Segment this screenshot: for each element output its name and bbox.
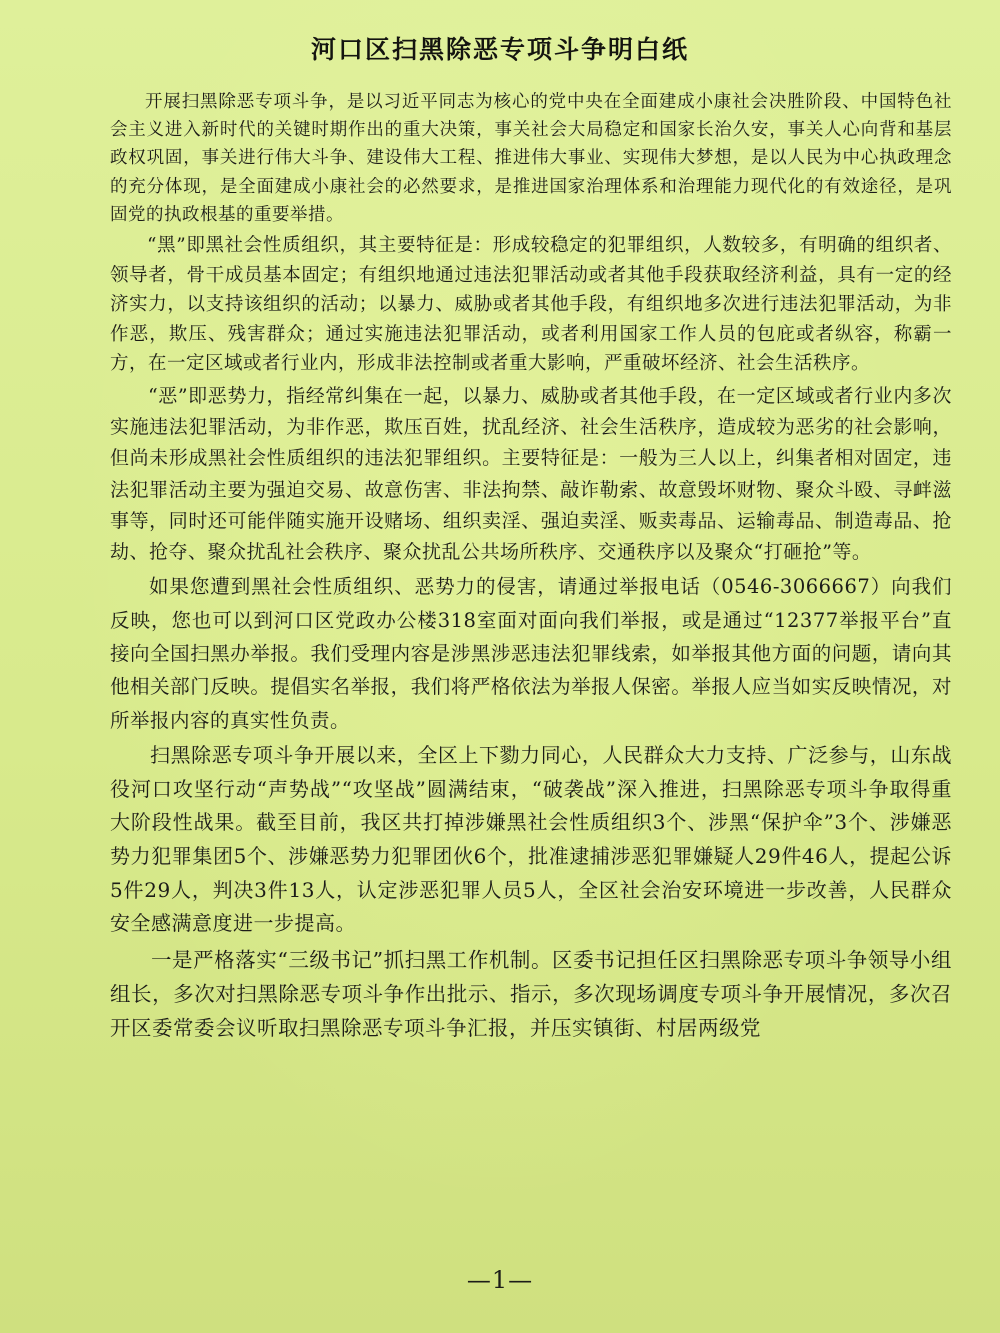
document-title: 河口区扫黑除恶专项斗争明白纸 [310, 35, 689, 64]
paragraph-e-definition: “恶”即恶势力，指经常纠集在一起，以暴力、威胁或者其他手段，在一定区域或者行业内多次实施违法犯罪活动，为非作恶，欺压百姓，扰乱经济、社会生活秩序，造成较为恶劣的社会影响，但尚未形成黑社会性质组织的违法犯罪组织。主要特征是：一般为三人以上，纠集者相对固定，违法犯罪活动主要为强迫交易、故意伤害、非法拘禁、敲诈勒索、故意毁坏财物、聚众斗殴、寻衅滋事等，同时还可能伴随实施开设赌场、组织卖淫、强迫卖淫、贩卖毒品、运输毒品、制造毒品、抢劫、抢夺、聚众扰乱社会秩序、聚众扰乱公共场所秩序、交通秩序以及聚众“打砸抢”等。 [110, 384, 952, 563]
paragraph-reporting: 如果您遭到黑社会性质组织、恶势力的侵害，请通过举报电话（0546-3066667）向我们反映，您也可以到河口区党政办公楼318室面对面向我们举报，或是通过“12377举报平台”直接向全国扫黑办举报。我们受理内容是涉黑涉恶违法犯罪线索，如举报其他方面的问题，请向其他相关部门反映。提倡实名举报，我们将严格依法为举报人保密。举报人应当如实反映情况，对所举报内容的真实性负责。 [110, 575, 952, 732]
page-number: —1— [466, 1266, 534, 1294]
document-body [110, 88, 952, 1045]
paragraph-intro: 开展扫黑除恶专项斗争，是以习近平同志为核心的党中央在全面建成小康社会决胜阶段、中国特色社会主义进入新时代的关键时期作出的重大决策，事关社会大局稳定和国家长治久安，事关人心向背和基层政权巩固，事关进行伟大斗争、建设伟大工程、推进伟大事业、实现伟大梦想，是以人民为中心执政理念的充分体现，是全面建成小康社会的必然要求，是推进国家治理体系和治理能力现代化的有效途径，是巩固党的执政根基的重要举措。 [110, 92, 952, 225]
paragraph-results: 扫黑除恶专项斗争开展以来，全区上下勠力同心，人民群众大力支持、广泛参与，山东战役河口攻坚行动“声势战”“攻坚战”圆满结束，“破袭战”深入推进，扫黑除恶专项斗争取得重大阶段性战果。截至目前，我区共打掉涉嫌黑社会性质组织3个、涉黑“保护伞”3个、涉嫌恶势力犯罪集团5个、涉嫌恶势力犯罪团伙6个，批准逮捕涉恶犯罪嫌疑人29件46人，提起公诉5件29人，判决3件13人，认定涉恶犯罪人员5人，全区社会治安环境进一步改善，人民群众安全感满意度进一步提高。 [110, 743, 952, 936]
paragraph-measure-one: 一是严格落实“三级书记”抓扫黑工作机制。区委书记担任区扫黑除恶专项斗争领导小组组长，多次对扫黑除恶专项斗争作出批示、指示，多次现场调度专项斗争开展情况，多次召开区委常委会议听取扫黑除恶专项斗争汇报，并压实镇街、村居两级党 [110, 947, 952, 1041]
paragraph-hei-definition: “黑”即黑社会性质组织，其主要特征是：形成较稳定的犯罪组织，人数较多，有明确的组织者、领导者，骨干成员基本固定；有组织地通过违法犯罪活动或者其他手段获取经济利益，具有一定的经济实力，以支持该组织的活动；以暴力、威胁或者其他手段，有组织地多次进行违法犯罪活动，为非作恶，欺压、残害群众；通过实施违法犯罪活动，或者利用国家工作人员的包庇或者纵容，称霸一方，在一定区域或者行业内，形成非法控制或者重大影响，严重破坏经济、社会生活秩序。 [110, 235, 952, 375]
